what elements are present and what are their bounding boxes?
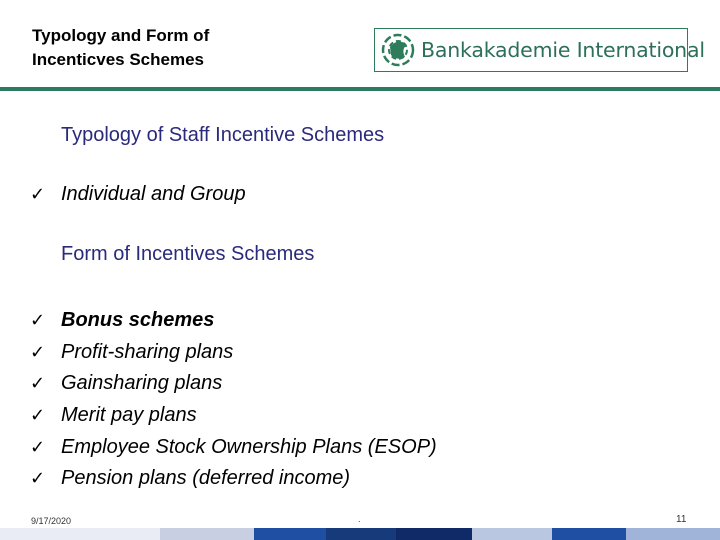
footer-bar-segment bbox=[160, 528, 254, 540]
list-item-label: Merit pay plans bbox=[61, 404, 197, 427]
logo-emblem-icon bbox=[377, 29, 419, 71]
list-item bbox=[30, 431, 437, 463]
slide-title-line-2: Incenticves Schemes bbox=[32, 50, 204, 69]
list-item-label: Individual and Group bbox=[61, 183, 246, 206]
footer-bar-segment bbox=[254, 528, 326, 540]
footer-bar-segment bbox=[396, 528, 472, 540]
check-mark-icon: ✓ bbox=[30, 405, 46, 427]
list-item bbox=[30, 463, 437, 495]
list-item bbox=[30, 337, 437, 369]
check-mark-icon: ✓ bbox=[30, 373, 46, 395]
list-item-label: Gainsharing plans bbox=[61, 372, 223, 395]
section-heading-form: Form of Incentives Schemes bbox=[61, 243, 315, 265]
list-item bbox=[30, 305, 437, 337]
footer-bar-segment bbox=[552, 528, 626, 540]
footer-date: 9/17/2020 bbox=[31, 516, 72, 526]
check-mark-icon: ✓ bbox=[30, 310, 46, 332]
list-item bbox=[30, 400, 437, 432]
check-mark-icon: ✓ bbox=[30, 468, 46, 490]
check-mark-icon: ✓ bbox=[30, 436, 46, 458]
section-heading-typology: Typology of Staff Incentive Schemes bbox=[61, 124, 385, 146]
footer-bar-segment bbox=[472, 528, 552, 540]
footer-center-mark: . bbox=[358, 514, 361, 524]
slide-title-line-1: Typology and Form of bbox=[32, 26, 210, 45]
header-divider bbox=[0, 87, 720, 91]
list-item-label: Pension plans (deferred income) bbox=[61, 467, 351, 490]
list-item-label: Employee Stock Ownership Plans (ESOP) bbox=[61, 435, 437, 458]
footer-bar-segment bbox=[626, 528, 720, 540]
list-item bbox=[30, 368, 437, 400]
slide-title bbox=[32, 24, 209, 72]
footer-color-bar bbox=[0, 528, 720, 540]
logo-text: Bankakademie International bbox=[421, 38, 705, 62]
check-mark-icon: ✓ bbox=[30, 184, 46, 206]
footer-bar-segment bbox=[326, 528, 396, 540]
form-list bbox=[30, 305, 437, 495]
list-item-label: Bonus schemes bbox=[61, 309, 215, 332]
typology-list bbox=[30, 179, 246, 211]
list-item bbox=[30, 179, 246, 211]
bankakademie-logo bbox=[374, 28, 705, 72]
page-number: 11 bbox=[676, 514, 687, 525]
check-mark-icon: ✓ bbox=[30, 341, 46, 363]
list-item-label: Profit-sharing plans bbox=[61, 340, 234, 363]
footer-bar-segment bbox=[0, 528, 160, 540]
